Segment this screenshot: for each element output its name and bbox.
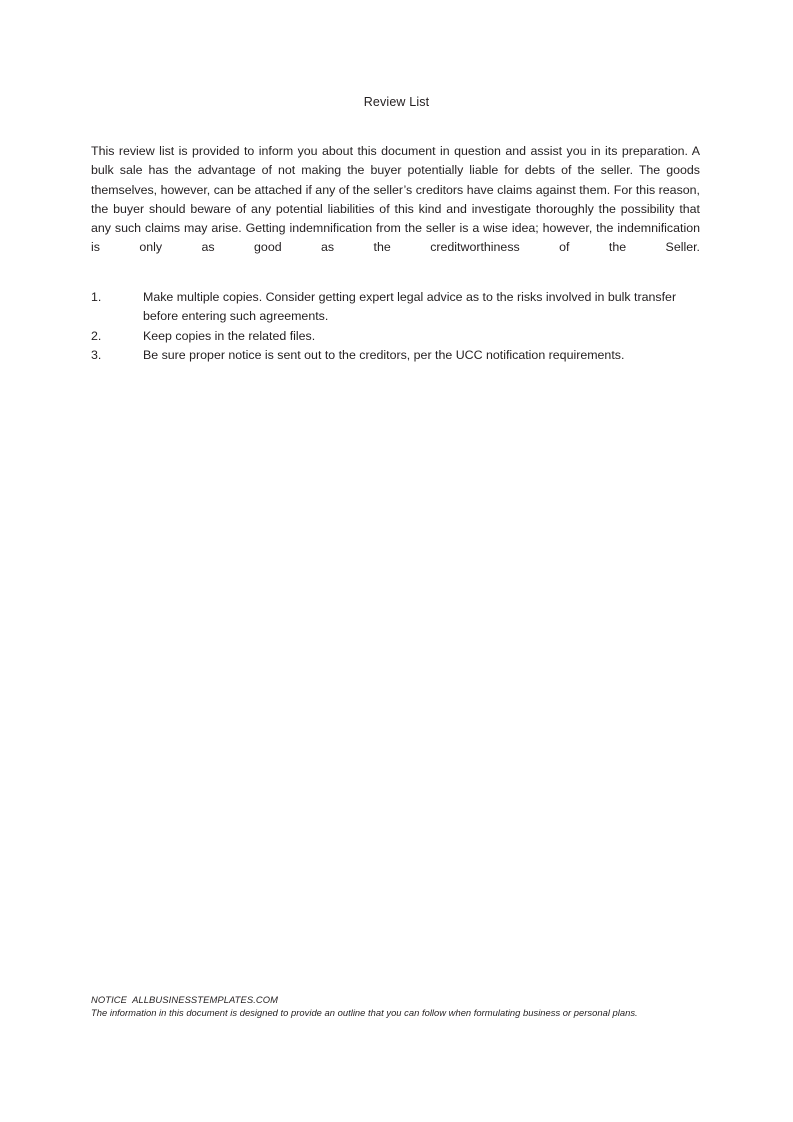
list-item — [91, 288, 700, 327]
list-item-number: 1. — [91, 290, 102, 304]
list-item-number: 2. — [91, 328, 102, 343]
list-item-number: 3. — [91, 347, 102, 362]
page-footer — [91, 993, 711, 1019]
list-item-text: Keep copies in the related files. — [143, 328, 316, 343]
review-checklist — [91, 288, 700, 365]
footer-notice-line: NOTICE ALLBUSINESSTEMPLATES.COM — [91, 994, 279, 1005]
page-title: Review List — [363, 95, 430, 109]
intro-paragraph: This review list is provided to inform you about this document in question and assist you in its preparation. A bulk sale has the advantage of not making the buyer potentially liable for debts of the seller. The goods themselves, however, can be attached if any of the seller’s creditors have claims against them. For this reason, the buyer should beware of any potential liabilities of this kind and investigate thoroughly the possibility that any such claims may arise. Getting indemnification from the seller is a wise idea; however, the indemnification is only as good as the creditworthiness of the Seller. — [91, 144, 700, 255]
list-item-text: Make multiple copies. Consider getting expert legal advice as to the risks involved in bulk transfer before entering such agreements. — [143, 290, 677, 324]
footer-description-line: The information in this document is designed to provide an outline that you can follow when formulating business or personal plans. — [91, 1007, 638, 1018]
intro-section — [91, 142, 700, 277]
list-item-text: Be sure proper notice is sent out to the creditors, per the UCC notification requirements. — [143, 347, 625, 362]
list-item — [91, 346, 700, 365]
list-item — [91, 327, 700, 346]
